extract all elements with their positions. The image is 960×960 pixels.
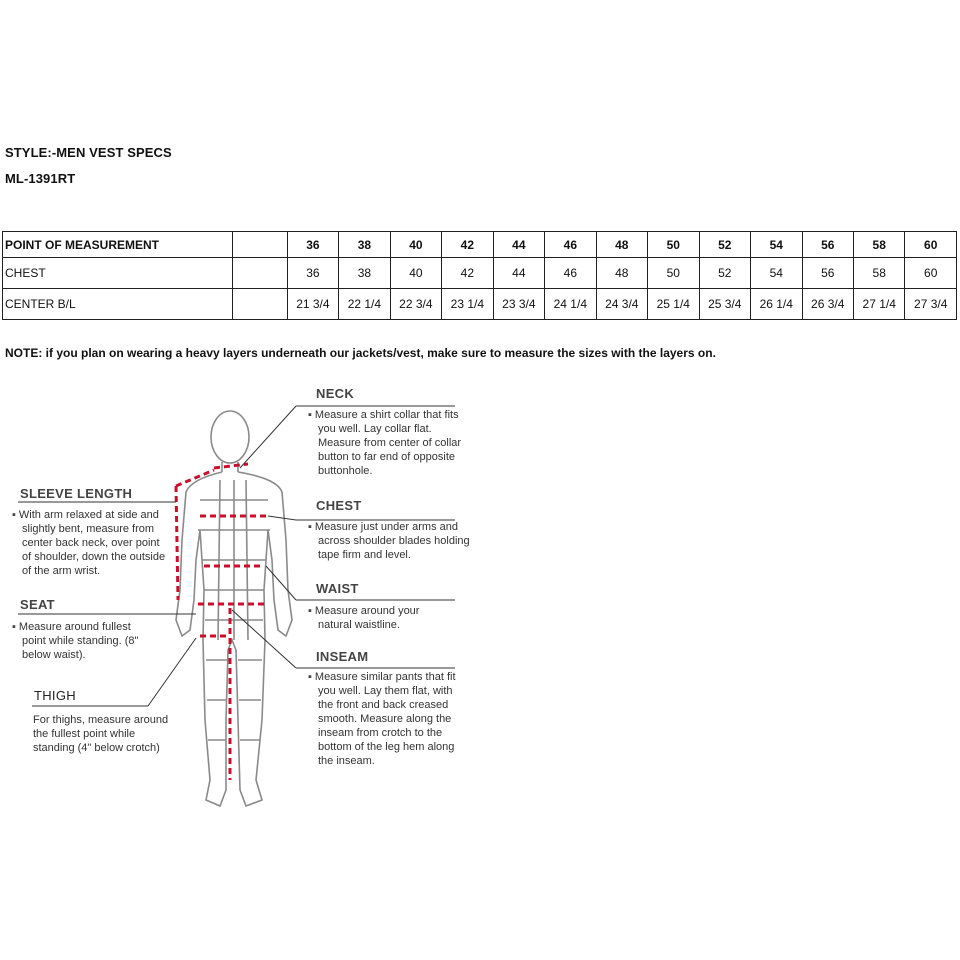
- chest-heading: CHEST: [316, 498, 362, 513]
- table-cell: 26 1/4: [751, 289, 802, 320]
- table-cell: 23 3/4: [493, 289, 544, 320]
- size-header: 38: [339, 232, 390, 258]
- size-header: 44: [493, 232, 544, 258]
- size-header: 60: [905, 232, 957, 258]
- size-header: 58: [853, 232, 904, 258]
- table-cell: 23 1/4: [442, 289, 493, 320]
- seat-heading: SEAT: [20, 597, 55, 612]
- waist-text: ▪ Measure around your natural waistline.: [308, 604, 448, 632]
- table-cell: 50: [648, 258, 699, 289]
- table-cell: 46: [545, 258, 596, 289]
- size-header: 54: [751, 232, 802, 258]
- table-cell: 54: [751, 258, 802, 289]
- table-cell: 25 3/4: [699, 289, 750, 320]
- table-cell: 27 1/4: [853, 289, 904, 320]
- size-header: 46: [545, 232, 596, 258]
- size-header: 42: [442, 232, 493, 258]
- table-cell: 58: [853, 258, 904, 289]
- size-header: 40: [390, 232, 441, 258]
- table-header-row: [3, 232, 957, 258]
- row-label: CHEST: [3, 258, 233, 289]
- style-title: STYLE:-MEN VEST SPECS: [5, 145, 172, 160]
- table-cell: 40: [390, 258, 441, 289]
- table-cell: 24 3/4: [596, 289, 647, 320]
- table-cell: 56: [802, 258, 853, 289]
- header-label: POINT OF MEASUREMENT: [3, 232, 233, 258]
- table-row: [3, 289, 957, 320]
- table-cell: 22 3/4: [390, 289, 441, 320]
- table-row: [3, 258, 957, 289]
- seat-text: ▪ Measure around fullest point while standing. (8" below waist).: [12, 620, 152, 662]
- size-header: 50: [648, 232, 699, 258]
- neck-text: ▪ Measure a shirt collar that fits you well. Lay collar flat. Measure from center of collar button to far end of opposite buttonhole.: [308, 408, 468, 478]
- inseam-text: ▪ Measure similar pants that fit you well. Lay them flat, with the front and back creased smooth. Measure along the inseam from crotch to the bottom of the leg hem along the inseam.: [308, 670, 468, 768]
- body-outline: [176, 411, 292, 806]
- sleeve-text: ▪ With arm relaxed at side and slightly bent, measure from center back neck, over point of shoulder, down the outside of the arm wrist.: [12, 508, 170, 578]
- table-cell: 44: [493, 258, 544, 289]
- table-cell: 22 1/4: [339, 289, 390, 320]
- size-header: 52: [699, 232, 750, 258]
- table-cell: 42: [442, 258, 493, 289]
- size-spec-table: [2, 231, 957, 320]
- table-cell: 60: [905, 258, 957, 289]
- style-code: ML-1391RT: [5, 171, 76, 186]
- table-cell: 26 3/4: [802, 289, 853, 320]
- thigh-heading: THIGH: [34, 688, 76, 703]
- sleeve-heading: SLEEVE LENGTH: [20, 486, 133, 501]
- table-cell: 36: [287, 258, 338, 289]
- row-label: CENTER B/L: [3, 289, 233, 320]
- neck-heading: NECK: [316, 386, 355, 401]
- layering-note: NOTE: if you plan on wearing a heavy layers underneath our jackets/vest, make sure to measure the sizes with the layers on.: [5, 346, 716, 360]
- chest-text: ▪ Measure just under arms and across shoulder blades holding tape firm and level.: [308, 520, 470, 562]
- table-cell: 24 1/4: [545, 289, 596, 320]
- thigh-text: For thighs, measure around the fullest point while standing (4" below crotch): [33, 714, 169, 754]
- table-cell: 52: [699, 258, 750, 289]
- table-cell: 25 1/4: [648, 289, 699, 320]
- table-cell: 38: [339, 258, 390, 289]
- table-cell: 27 3/4: [905, 289, 957, 320]
- size-header: 48: [596, 232, 647, 258]
- size-header: 36: [287, 232, 338, 258]
- table-cell: 21 3/4: [287, 289, 338, 320]
- waist-heading: WAIST: [316, 581, 359, 596]
- size-header: 56: [802, 232, 853, 258]
- table-cell: 48: [596, 258, 647, 289]
- inseam-heading: INSEAM: [316, 649, 369, 664]
- measurement-lines: [176, 464, 268, 780]
